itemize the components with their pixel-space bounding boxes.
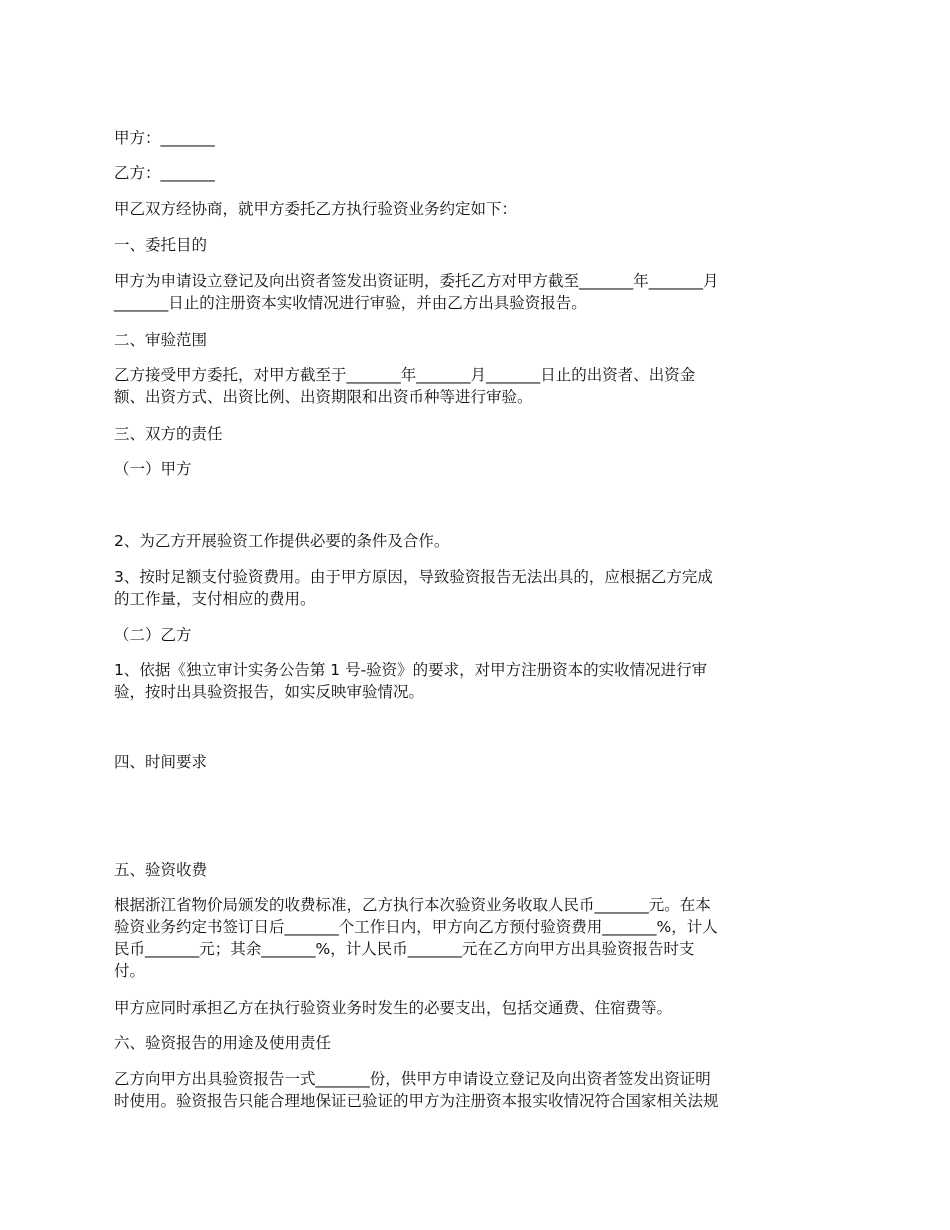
section-5-title: 五、验资收费 — [114, 861, 208, 879]
section-3-item-3 — [114, 566, 842, 610]
section-6-line-2: 时使用。验资报告只能合理地保证已验证的甲方为注册资本报实收情况符合国家相关法规 — [114, 1092, 719, 1110]
section-3-item-3-line-2: 的工作量，支付相应的费用。 — [114, 590, 316, 608]
section-3-party-b-item-1-line-1: 1、依据《独立审计实务公告第 1 号-验资》的要求，对甲方注册资本的实收情况进行审 — [114, 661, 708, 679]
section-1-title: 一、委托目的 — [114, 236, 208, 254]
intro-paragraph: 甲乙双方经协商，就甲方委托乙方执行验资业务约定如下： — [114, 200, 518, 218]
section-5-line-3: 民币_______元；其余_______%，计人民币_______元在乙方向甲方出具验资报告时支 — [114, 940, 695, 958]
section-1-line-1: 甲方为申请设立登记及向出资者签发出资证明，委托乙方对甲方截至_______年_______月 — [114, 272, 719, 290]
section-6-paragraph — [114, 1068, 842, 1112]
section-2-title: 二、审验范围 — [114, 331, 208, 349]
section-3-sub-party-a: （一）甲方 — [114, 460, 192, 478]
section-3-party-b-item-1-line-2: 验，按时出具验资报告，如实反映审验情况。 — [114, 683, 425, 701]
party-b-line: 乙方：_______ — [114, 164, 215, 182]
section-3-party-b-item-1 — [114, 659, 842, 703]
section-5-line-4: 付。 — [114, 962, 146, 980]
section-3-item-2: 2、为乙方开展验资工作提供必要的条件及合作。 — [114, 532, 450, 550]
section-3-sub-party-b: （二）乙方 — [114, 626, 192, 644]
section-5-line-2: 验资业务约定书签订日后_______个工作日内，甲方向乙方预付验资费用_______%，计人 — [114, 918, 718, 936]
section-5-paragraph — [114, 894, 842, 982]
party-a-line: 甲方：_______ — [114, 129, 215, 147]
section-2-paragraph — [114, 364, 842, 408]
section-6-line-1: 乙方向甲方出具验资报告一式_______份，供甲方申请设立登记及向出资者签发出资证明 — [114, 1070, 711, 1088]
section-5-paragraph-2: 甲方应同时承担乙方在执行验资业务时发生的必要支出，包括交通费、住宿费等。 — [114, 999, 673, 1017]
section-2-line-2: 额、出资方式、出资比例、出资期限和出资币种等进行审验。 — [114, 388, 533, 406]
section-2-line-1: 乙方接受甲方委托，对甲方截至于_______年_______月_______日止的出资者、出资金 — [114, 366, 696, 384]
section-5-line-1: 根据浙江省物价局颁发的收费标准，乙方执行本次验资业务收取人民币_______元。在本 — [114, 896, 711, 914]
section-1-line-2: _______日止的注册资本实收情况进行审验，并由乙方出具验资报告。 — [114, 294, 587, 312]
section-1-paragraph — [114, 270, 842, 314]
section-4-title: 四、时间要求 — [114, 753, 208, 771]
section-3-item-3-line-1: 3、按时足额支付验资费用。由于甲方原因，导致验资报告无法出具的，应根据乙方完成 — [114, 568, 713, 586]
section-6-title: 六、验资报告的用途及使用责任 — [114, 1034, 332, 1052]
section-3-title: 三、双方的责任 — [114, 425, 223, 443]
